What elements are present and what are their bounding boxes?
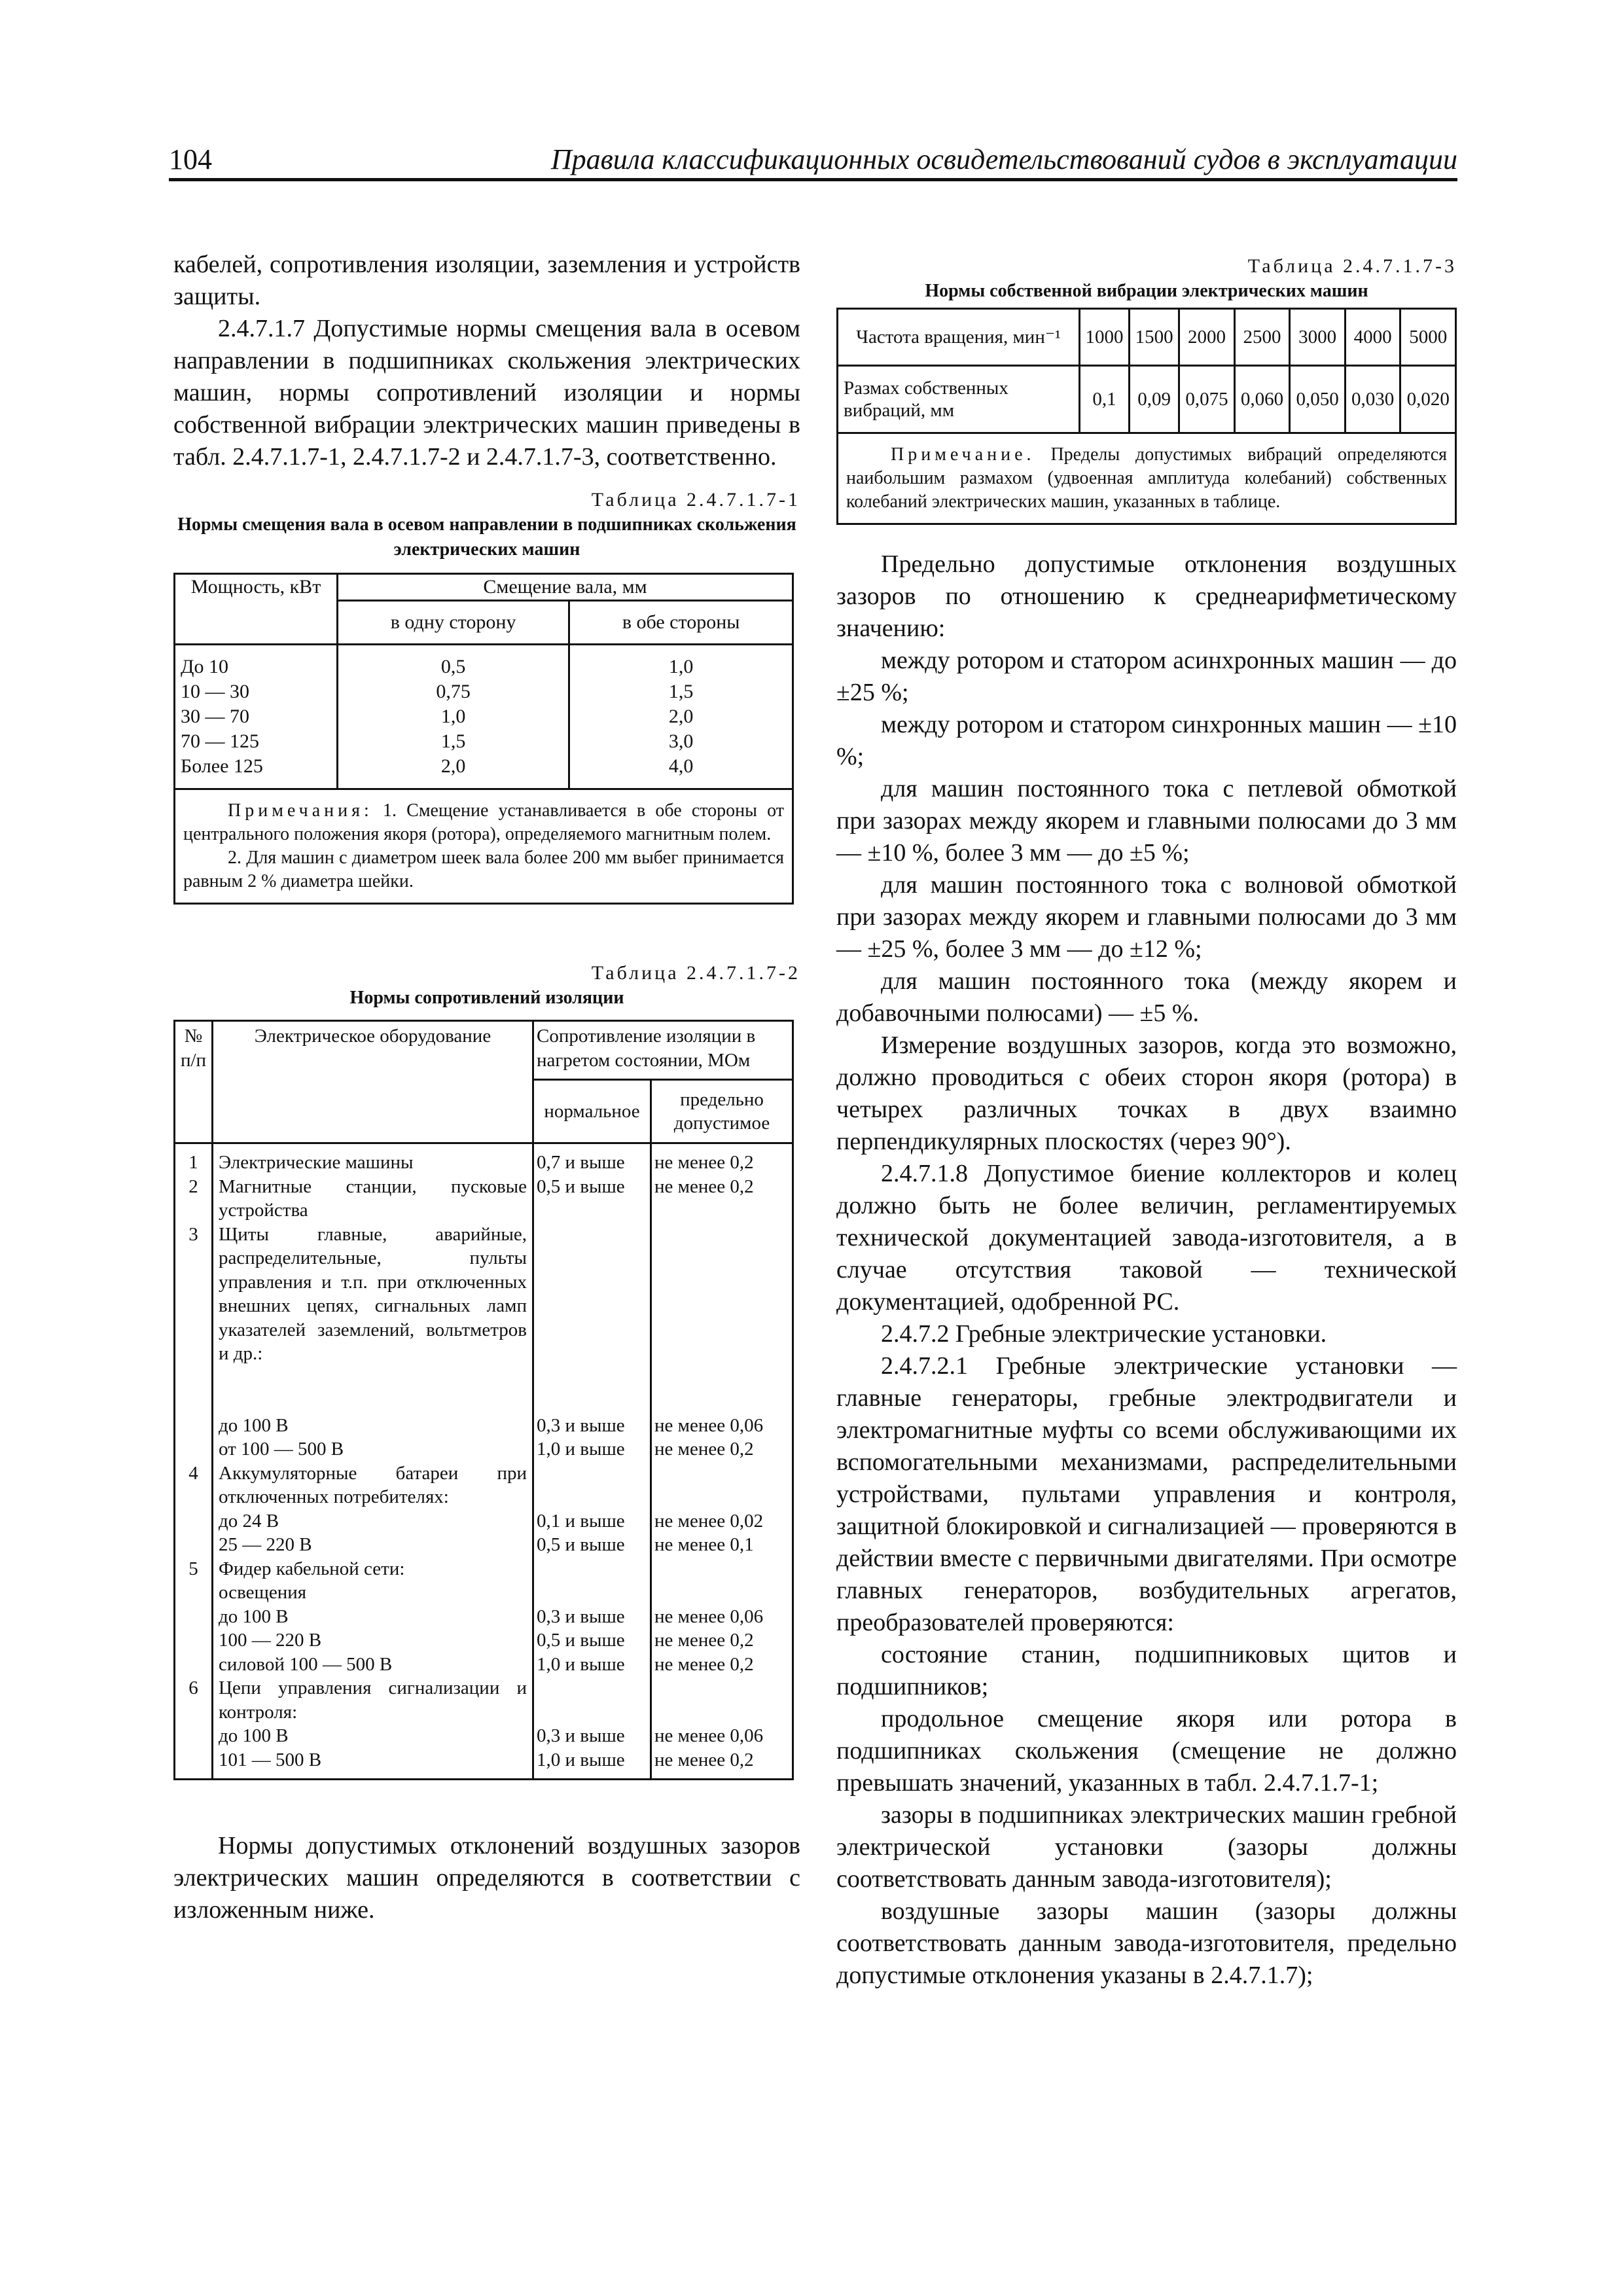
normal-value — [537, 1581, 647, 1605]
cell-line: 1,5 — [668, 681, 694, 702]
frequency-cell: 3000 — [1290, 309, 1346, 366]
cell-line: 1,0 — [440, 706, 466, 727]
equipment-name: Цепи управления сигнализации и контроля: — [219, 1677, 527, 1723]
paragraph: Нормы допустимых отклонений воздушных зазоров электрических машин определяются в соответствии с изложенным ниже. — [173, 1832, 800, 1924]
limit-value: не менее 0,2 — [654, 1152, 754, 1173]
note-text: 1. Смещение устанавливается в обе стороны от центрального положения якоря (ротора), определяемого магнитным полем. — [183, 800, 785, 844]
frequency-cell: 1500 — [1130, 309, 1179, 366]
cell-line: 1,5 — [440, 730, 466, 752]
cell-line: Более 125 — [181, 755, 263, 777]
cell-line: 3,0 — [668, 730, 694, 752]
equipment-name: 101 — 500 В — [219, 1749, 322, 1770]
cell-line: 2,0 — [668, 706, 694, 727]
equipment-name: Аккумуляторные батареи при отключенных потребителях: — [219, 1462, 527, 1507]
frequency-cell: 2500 — [1234, 309, 1290, 366]
row-number: 5 — [188, 1558, 198, 1579]
header-cell: нормальное — [533, 1080, 651, 1143]
equipment-name: Фидер кабельной сети: — [219, 1558, 405, 1579]
header-cell: в обе стороны — [569, 601, 793, 645]
equipment-name: Щиты главные, аварийные, распределительные, пульты управления и т.п. при отключенных внешних цепях, сигнальных ламп указателей заземлений, вольтметров и др.: — [219, 1223, 527, 1364]
amplitude-cell: 0,1 — [1080, 366, 1130, 433]
normal-value: 0,1 и выше — [537, 1510, 625, 1532]
header-cell: Частота вращения, мин⁻¹ — [838, 309, 1080, 366]
equipment-name: до 24 В — [219, 1510, 279, 1532]
paragraph: зазоры в подшипниках электрических машин гребной электрической установки (зазоры должны соответствовать данным завода-изготовителя); — [836, 1801, 1457, 1893]
limit-value: не менее 0,06 — [654, 1725, 764, 1746]
limit-value: не менее 0,02 — [654, 1510, 764, 1532]
note-label: Примечания: — [228, 800, 373, 821]
paragraph: для машин постоянного тока (между якорем и добавочными полюсами) — ±5 %. — [836, 967, 1457, 1027]
running-title: Правила классификационных освидетельствований судов в эксплуатации — [550, 143, 1457, 175]
header-rule — [169, 178, 1457, 181]
cell-line: 0,5 — [440, 656, 466, 677]
paragraph: между ротором и статором синхронных машин — ±10 %; — [836, 711, 1457, 770]
vibration-table — [836, 308, 1457, 525]
normal-value: 1,0 и выше — [537, 1653, 625, 1675]
header-cell: в одну сторону — [338, 601, 569, 645]
table-caption: Таблица 2.4.7.1.7-2 — [591, 962, 800, 984]
row-number — [177, 1581, 210, 1605]
page-number: 104 — [169, 143, 212, 175]
amplitude-cell: 0,030 — [1345, 366, 1400, 433]
normal-value — [537, 1557, 647, 1581]
cell-line: 1,0 — [668, 656, 694, 677]
table-caption: Таблица 2.4.7.1.7-1 — [591, 489, 800, 511]
normal-value: 0,3 и выше — [537, 1605, 625, 1627]
table-cell — [533, 1143, 651, 1780]
note-text: Пределы допустимых вибраций определяются наибольшим размахом (удвоенная амплитуда колебаний) собственных колебаний электрических машин, указанных в таблице. — [846, 444, 1448, 512]
equipment-name: освещения — [219, 1582, 307, 1603]
header-cell: предельно допустимое — [651, 1080, 793, 1143]
header-cell: Мощность, кВт — [175, 574, 338, 645]
paragraph: 2.4.7.2.1 Гребные электрические установки — главные генераторы, гребные электродвигатели и электромагнитные муфты со всеми обслуживающими их вспомогательными механизмами, распределительными устройствами, пультами управления и контроля, защитной блокировкой и сигнализацией — проверяются в действии вместе с первичными двигателями. При осмотре главных генераторов, возбудительных агрегатов, преобразователей проверяются: — [836, 1352, 1457, 1636]
shaft-displacement-table — [173, 573, 794, 905]
table-caption: Таблица 2.4.7.1.7-3 — [1247, 255, 1457, 277]
row-number: 6 — [188, 1677, 198, 1698]
limit-value — [654, 1581, 789, 1605]
normal-value: 0,5 и выше — [537, 1534, 625, 1555]
normal-value: 0,5 и выше — [537, 1630, 625, 1651]
equipment-name: до 100 В — [219, 1414, 289, 1436]
normal-value: 0,7 и выше — [537, 1152, 625, 1173]
limit-value: не менее 0,2 — [654, 1439, 754, 1460]
paragraph: 2.4.7.1.8 Допустимое биение коллекторов и колец должно быть не более величин, регламентируемых технической документацией завода-изготовителя, а в случае отсутствия таковой — технической документацией, одобренной РС. — [836, 1160, 1457, 1316]
equipment-name: 100 — 220 В — [219, 1630, 322, 1651]
table-cell — [338, 645, 569, 789]
table-title: Нормы собственной вибрации электрических машин — [925, 281, 1368, 301]
limit-value — [654, 1676, 789, 1724]
left-column — [173, 249, 800, 1926]
limit-value: не менее 0,2 — [654, 1749, 754, 1770]
row-number — [177, 1437, 210, 1462]
equipment-name: Электрические машины — [219, 1152, 414, 1173]
cell-line: 0,75 — [436, 681, 471, 702]
table-note — [175, 789, 793, 904]
paragraph: Предельно допустимые отклонения воздушных зазоров по отношению к среднеарифметическому значению: — [836, 550, 1457, 642]
limit-value: не менее 0,2 — [654, 1630, 754, 1651]
amplitude-cell: 0,09 — [1130, 366, 1179, 433]
limit-value: не менее 0,1 — [654, 1534, 754, 1555]
row-number — [177, 1724, 210, 1748]
frequency-cell: 2000 — [1179, 309, 1235, 366]
cell-line: 10 — 30 — [181, 681, 249, 702]
limit-value — [654, 1223, 789, 1414]
cell-line: 30 — 70 — [181, 706, 249, 727]
header-cell: Электрическое оборудование — [213, 1021, 533, 1143]
row-number — [177, 1509, 210, 1534]
normal-value: 1,0 и выше — [537, 1749, 625, 1770]
paragraph: состояние станин, подшипниковых щитов и подшипников; — [836, 1641, 1457, 1700]
equipment-name: от 100 — 500 В — [219, 1439, 344, 1460]
amplitude-cell: 0,020 — [1400, 366, 1456, 433]
equipment-name: 25 — 220 В — [219, 1534, 312, 1555]
header-cell: Смещение вала, мм — [338, 574, 793, 601]
normal-value — [537, 1462, 647, 1509]
table-cell — [175, 645, 338, 789]
limit-value: не менее 0,06 — [654, 1605, 764, 1627]
right-column — [836, 254, 1457, 1992]
row-number — [177, 1533, 210, 1557]
header-cell: Сопротивление изоляции в нагретом состоянии, МОм — [533, 1021, 793, 1080]
row-number: 3 — [188, 1223, 198, 1245]
table-cell — [213, 1143, 533, 1780]
normal-value — [537, 1676, 647, 1724]
table-cell — [651, 1143, 793, 1780]
frequency-cell: 5000 — [1400, 309, 1456, 366]
normal-value: 1,0 и выше — [537, 1439, 625, 1460]
row-number: 1 — [188, 1152, 198, 1173]
right-text — [836, 548, 1457, 1992]
normal-value: 0,5 и выше — [537, 1175, 625, 1197]
row-number: 2 — [188, 1175, 198, 1197]
limit-value — [654, 1462, 789, 1509]
normal-value — [537, 1223, 647, 1414]
note-label: Примечание. — [891, 444, 1035, 465]
paragraph: 2.4.7.2 Гребные электрические установки. — [881, 1320, 1327, 1348]
table-cell — [175, 1143, 213, 1780]
limit-value — [654, 1557, 789, 1581]
limit-value: не менее 0,06 — [654, 1414, 764, 1436]
limit-value: не менее 0,2 — [654, 1175, 754, 1197]
cell-line: 4,0 — [668, 755, 694, 777]
paragraph: для машин постоянного тока с волновой обмоткой при зазорах между якорем и главными полюсами до 3 мм — ±25 %, более 3 мм — до ±12 %; — [836, 871, 1457, 963]
paragraph: между ротором и статором асинхронных машин — до ±25 %; — [836, 647, 1457, 706]
equipment-name: силовой 100 — 500 В — [219, 1653, 393, 1675]
row-number — [177, 1653, 210, 1677]
table-title: Нормы смещения вала в осевом направлении в подшипниках скольжения электрических машин — [177, 514, 796, 560]
equipment-name: до 100 В — [219, 1725, 289, 1746]
row-number: 4 — [188, 1462, 198, 1484]
paragraph: 2.4.7.1.7 Допустимые нормы смещения вала в осевом направлении в подшипниках скольжения электрических машин, нормы сопротивлений изоляции и нормы собственной вибрации электрических машин приведены в табл. 2.4.7.1.7-1, 2.4.7.1.7-2 и 2.4.7.1.7-3, соответственно. — [173, 315, 800, 471]
table-cell — [569, 645, 793, 789]
paragraph: воздушные зазоры машин (зазоры должны соответствовать данным завода-изготовителя, предельно допустимые отклонения указаны в 2.4.7.1.7); — [836, 1897, 1457, 1989]
header-cell: № п/п — [175, 1021, 213, 1143]
equipment-name: Магнитные станции, пусковые устройства — [219, 1175, 527, 1221]
cell-line: До 10 — [181, 656, 228, 677]
amplitude-cell: 0,060 — [1234, 366, 1290, 433]
amplitude-cell: 0,050 — [1290, 366, 1346, 433]
header-cell: Размах собственных вибраций, мм — [838, 366, 1080, 433]
limit-value: не менее 0,2 — [654, 1653, 754, 1675]
amplitude-cell: 0,075 — [1179, 366, 1235, 433]
normal-value: 0,3 и выше — [537, 1725, 625, 1746]
note-text: 2. Для машин с диаметром шеек вала более 200 мм выбег принимается равным 2 % диаметра шейки. — [183, 848, 784, 891]
frequency-cell: 4000 — [1345, 309, 1400, 366]
frequency-cell: 1000 — [1080, 309, 1130, 366]
paragraph: кабелей, сопротивления изоляции, заземления и устройств защиты. — [173, 251, 800, 310]
paragraph: Измерение воздушных зазоров, когда это возможно, должно проводиться с обеих сторон якоря (ротора) в четырех различных точках в двух взаимно перпендикулярных плоскостях (через 90°). — [836, 1031, 1457, 1155]
paragraph: для машин постоянного тока с петлевой обмоткой при зазорах между якорем и главными полюсами до 3 мм — ±10 %, более 3 мм — до ±5 %; — [836, 775, 1457, 867]
row-number — [177, 1748, 210, 1772]
equipment-name: до 100 В — [219, 1605, 289, 1627]
table-title: Нормы сопротивлений изоляции — [349, 988, 624, 1008]
cell-line: 2,0 — [440, 755, 466, 777]
normal-value: 0,3 и выше — [537, 1414, 625, 1436]
row-number — [177, 1414, 210, 1438]
row-number — [177, 1628, 210, 1653]
paragraph: продольное смещение якоря или ротора в подшипниках скольжения (смещение не должно превышать значений, указанных в табл. 2.4.7.1.7-1; — [836, 1705, 1457, 1797]
cell-line: 70 — 125 — [181, 730, 259, 752]
row-number — [177, 1605, 210, 1629]
table-note — [838, 433, 1456, 524]
insulation-resistance-table — [173, 1020, 794, 1780]
